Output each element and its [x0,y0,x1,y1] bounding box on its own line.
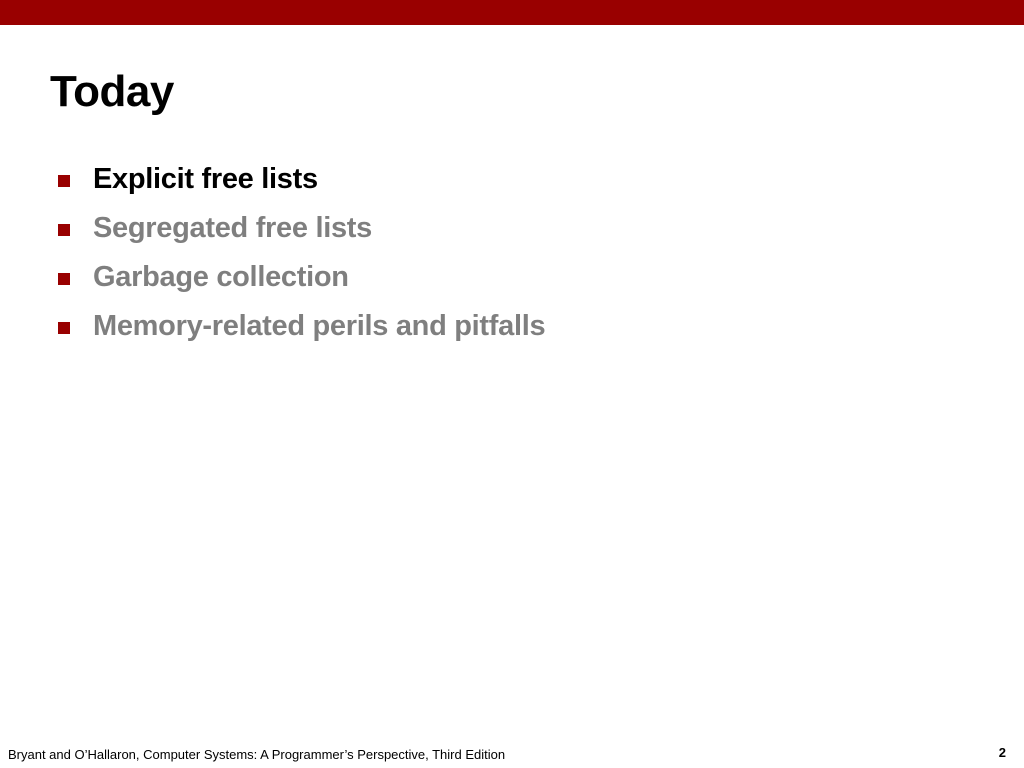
top-accent-bar [0,0,1024,25]
square-bullet-icon [58,224,70,236]
page-number: 2 [998,745,1006,760]
square-bullet-icon [58,273,70,285]
square-bullet-icon [58,322,70,334]
bullet-text: Segregated free lists [93,212,372,244]
bullet-text: Garbage collection [93,261,349,293]
bullet-text: Memory-related perils and pitfalls [93,310,546,342]
slide-title: Today [50,67,174,116]
footer-citation: Bryant and O’Hallaron, Computer Systems: A Programmer’s Perspective, Third Edition [8,747,506,762]
bullet-text: Explicit free lists [93,163,318,195]
square-bullet-icon [58,175,70,187]
